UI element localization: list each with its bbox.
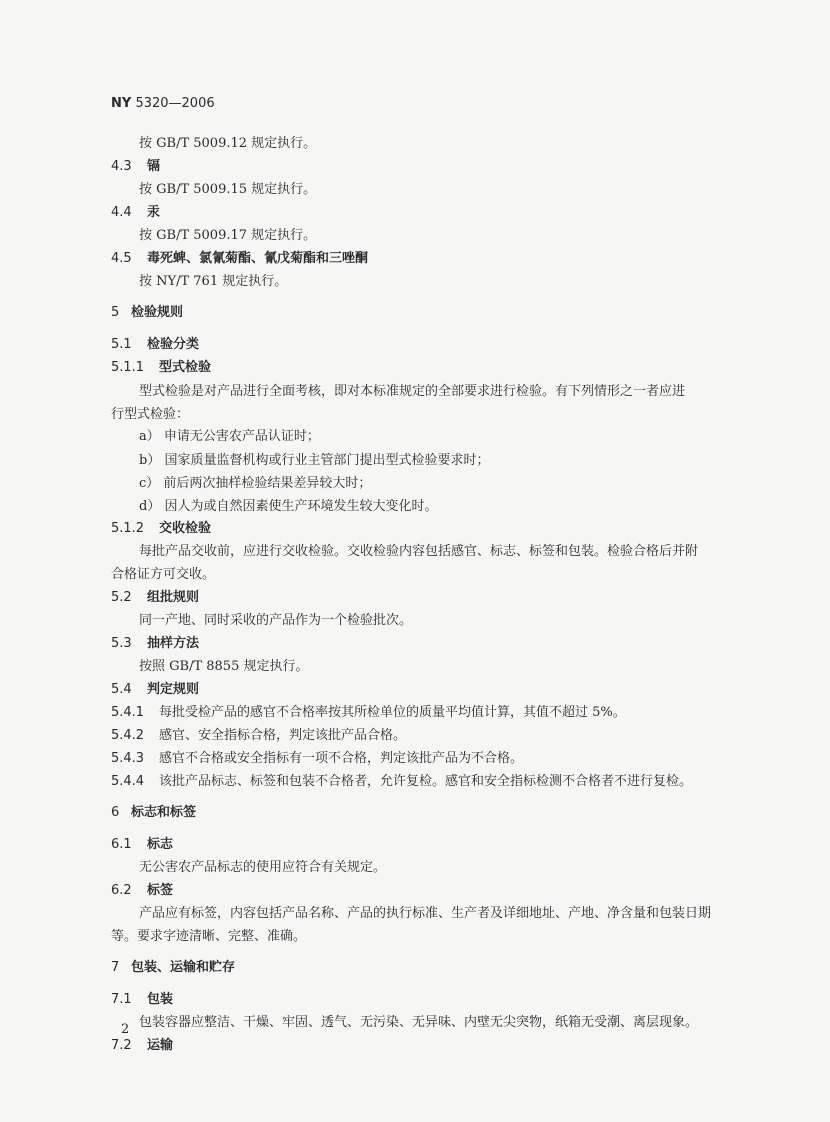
clause-number: 4.4 <box>111 205 132 220</box>
clause-number: 5.1.1 <box>111 360 145 375</box>
clause-number: 6.2 <box>111 883 132 898</box>
paragraph-text: 按 NY/T 761 规定执行。 <box>139 274 288 289</box>
clause-number: 5.4.1 <box>111 705 145 720</box>
clause-title: 抽样方法 <box>147 636 200 651</box>
paragraph-text: 同一产地、同时采收的产品作为一个检验批次。 <box>139 613 413 628</box>
clause-title: 标志和标签 <box>131 805 197 820</box>
clause-text: 该批产品标志、标签和包装不合格者，允许复检。感官和安全指标检测不合格者不进行复检。 <box>159 774 693 789</box>
clause-title: 判定规则 <box>147 682 200 697</box>
clause-title: 检验分类 <box>147 337 200 352</box>
clause-title: 组批规则 <box>147 590 200 605</box>
clause-title: 检验规则 <box>131 305 184 320</box>
clause-title: 镉 <box>147 159 161 174</box>
clause-number: 5.3 <box>111 636 132 651</box>
clause-title: 交收检验 <box>159 521 212 536</box>
paragraph-text: 产品应有标签，内容包括产品名称、产品的执行标准、生产者及详细地址、产地、净含量和包装日期 <box>139 906 712 921</box>
clause-number: 5.1.2 <box>111 521 145 536</box>
clause-title: 型式检验 <box>159 360 212 375</box>
paragraph-text: 按 GB/T 5009.15 规定执行。 <box>139 182 317 197</box>
paragraph-text: c） 前后两次抽样检验结果差异较大时； <box>139 476 372 491</box>
paragraph-text: 等。要求字迹清晰、完整、准确。 <box>111 929 307 944</box>
standard-number: 5320—2006 <box>135 96 215 111</box>
clause-number: 5.4.2 <box>111 728 145 743</box>
paragraph-text: 按 GB/T 5009.12 规定执行。 <box>139 136 317 151</box>
clause-title: 标志 <box>147 837 174 852</box>
clause-number: 5.1 <box>111 337 132 352</box>
paragraph-text: 按照 GB/T 8855 规定执行。 <box>139 659 309 674</box>
clause-number: 5.4.3 <box>111 751 145 766</box>
clause-number: 4.5 <box>111 251 132 266</box>
paragraph-text: a） 申请无公害农产品认证时； <box>139 429 320 444</box>
clause-title: 包装 <box>147 992 174 1007</box>
clause-number: 5.2 <box>111 590 132 605</box>
paragraph-text: 型式检验是对产品进行全面考核，即对本标准规定的全部要求进行检验。有下列情形之一者应进 <box>139 384 686 399</box>
clause-number: 5 <box>111 305 120 320</box>
clause-number: 6.1 <box>111 837 132 852</box>
clause-number: 7 <box>111 960 120 975</box>
clause-title: 运输 <box>147 1038 174 1053</box>
standard-code-header <box>111 95 215 113</box>
clause-number: 7.2 <box>111 1038 132 1053</box>
clause-text: 感官不合格或安全指标有一项不合格，判定该批产品为不合格。 <box>159 751 524 766</box>
paragraph-text: 包装容器应整洁、干燥、牢固、透气、无污染、无异味、内壁无尖突物，纸箱无受潮、离层现象。 <box>139 1015 699 1030</box>
clause-title: 汞 <box>147 205 161 220</box>
clause-text: 感官、安全指标合格，判定该批产品合格。 <box>159 728 407 743</box>
paragraph-text: 按 GB/T 5009.17 规定执行。 <box>139 228 317 243</box>
clause-number: 5.4 <box>111 682 132 697</box>
clause-number: 7.1 <box>111 992 132 1007</box>
clause-title: 包装、运输和贮存 <box>131 960 236 975</box>
page-number: 2 <box>121 1022 130 1037</box>
clause-text: 每批受检产品的感官不合格率按其所检单位的质量平均值计算，其值不超过 5%。 <box>159 705 626 720</box>
clause-title: 标签 <box>147 883 174 898</box>
paragraph-text: 无公害农产品标志的使用应符合有关规定。 <box>139 860 387 875</box>
standard-prefix: NY <box>111 96 132 111</box>
clause-number: 5.4.4 <box>111 774 145 789</box>
clause-number: 6 <box>111 805 120 820</box>
paragraph-text: 每批产品交收前，应进行交收检验。交收检验内容包括感官、标志、标签和包装。检验合格后并附 <box>139 544 699 559</box>
clause-number: 4.3 <box>111 159 132 174</box>
paragraph-text: 合格证方可交收。 <box>111 567 216 582</box>
paragraph-text: b） 国家质量监督机构或行业主管部门提出型式检验要求时； <box>139 453 490 468</box>
clause-title: 毒死蜱、氯氰菊酯、氰戊菊酯和三唑酮 <box>147 251 369 266</box>
paragraph-text: d） 因人为或自然因素使生产环境发生较大变化时。 <box>139 499 438 514</box>
paragraph-text: 行型式检验： <box>111 407 190 422</box>
